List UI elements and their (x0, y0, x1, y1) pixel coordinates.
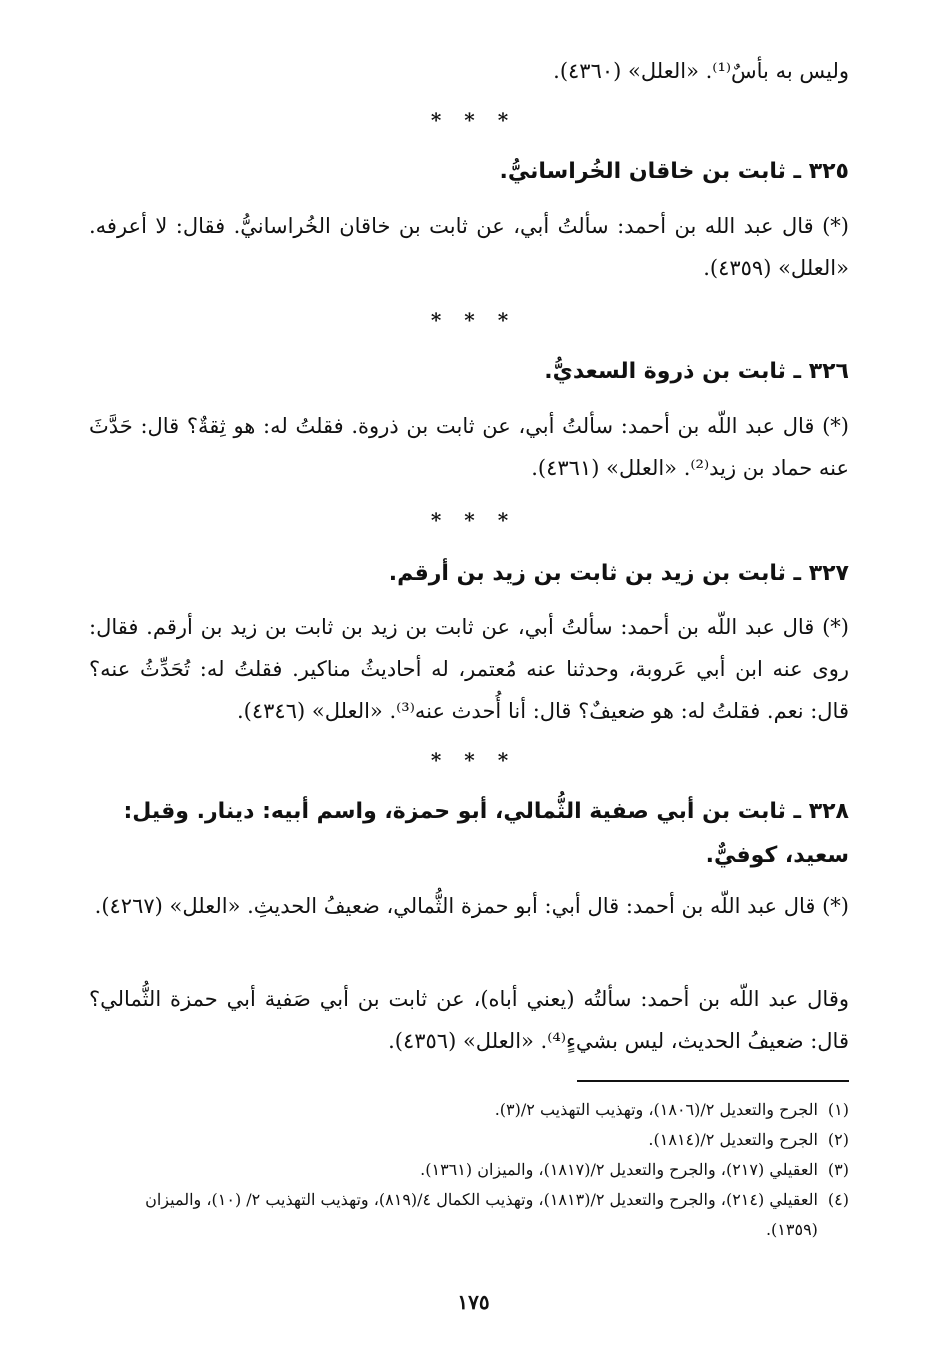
footnote-text: الجرح والتعديل ٢/(١٨٠٦)، وتهذيب التهذيب ٢/(٣). (494, 1100, 818, 1119)
page-number: ١٧٥ (457, 1290, 490, 1314)
footnote-separator (577, 1080, 849, 1082)
entry-heading-325: ٣٢٥ ـ ثابت بن خاقان الخُراسانيُّ. (499, 159, 849, 184)
footnote-number: (٣) (827, 1160, 849, 1179)
footnote-3 (89, 1155, 849, 1185)
section-separator: * * * (430, 308, 517, 332)
footnotes (89, 1095, 849, 1245)
footnote-number: (٤) (827, 1190, 849, 1209)
footnote-text: العقيلي (٢١٤)، والجرح والتعديل ٢/(١٨١٣)، وتهذيب الكمال ٤/(٨١٩)، وتهذيب التهذيب ٢/ (١٠)، والميزان (١٣٥٩). (145, 1190, 818, 1239)
entry-heading-326: ٣٢٦ ـ ثابت بن ذروة السعديُّ. (544, 359, 849, 384)
footnote-number: (٢) (827, 1130, 849, 1149)
footnote-number: (١) (827, 1100, 849, 1119)
section-separator: * * * (430, 108, 517, 132)
footnote-text: العقيلي (٢١٧)، والجرح والتعديل ٢/(١٨١٧)، والميزان (١٣٦١). (420, 1160, 818, 1179)
section-separator: * * * (430, 748, 517, 772)
paragraph: (*) قال عبد اللّه بن أحمد: قال أبي: أبو حمزة الثُّمالي، ضعيفُ الحديثِ. «العلل» (٤٢٦٧). (94, 894, 849, 918)
paragraph: (*) قال عبد الله بن أحمد: سألتُ أبي، عن ثابت بن خاقان الخُراسانيُّ. فقال: لا أعرفه. «العلل» (٤٣٥٩). (89, 214, 849, 280)
entry-heading-327: ٣٢٧ ـ ثابت بن زيد بن ثابت بن زيد بن أرقم. (388, 561, 849, 586)
paragraph: وليس به بأسٌ⁽¹⁾. «العلل» (٤٣٦٠). (553, 59, 849, 83)
footnote-text: الجرح والتعديل ٢/(١٨١٤). (648, 1130, 818, 1149)
paragraph: (*) قال عبد اللّه بن أحمد: سألتُ أبي، عن ثابت بن ذروة. فقلتُ له: هو ثِقةٌ؟ قال: حَدَّثَ عنه حماد بن زيد⁽²⁾. «العلل» (٤٣٦١). (89, 414, 849, 480)
footnote-4 (89, 1185, 849, 1245)
paragraph: (*) قال عبد اللّه بن أحمد: سألتُ أبي، عن ثابت بن زيد بن ثابت بن زيد بن أرقم. فقال: روى عنه ابن أبي عَروبة، وحدثنا عنه مُعتمر، له أحاديثُ مناكير. فقلتُ له: تُحَدِّثُ عنه؟ قال: نعم. فقلتُ له: هو ضعيفٌ؟ قال: أنا أُحدث عنه⁽³⁾. «العلل» (٤٣٤٦). (89, 615, 849, 723)
entry-heading-328: ٣٢٨ ـ ثابت بن أبي صفية الثُّمالي، أبو حمزة، واسم أبيه: دينار. وقيل: سعيد، كوفيٌّ. (123, 799, 849, 868)
section-separator: * * * (430, 508, 517, 532)
footnote-2 (89, 1125, 849, 1155)
footnote-1 (89, 1095, 849, 1125)
paragraph: وقال عبد اللّه بن أحمد: سألتُه (يعني أباه)، عن ثابت بن أبي صَفية أبي حمزة الثُّمالي؟ قال: ضعيفُ الحديث، ليس بشيءٍ⁽⁴⁾. «العلل» (٤٣٥٦). (89, 987, 849, 1053)
